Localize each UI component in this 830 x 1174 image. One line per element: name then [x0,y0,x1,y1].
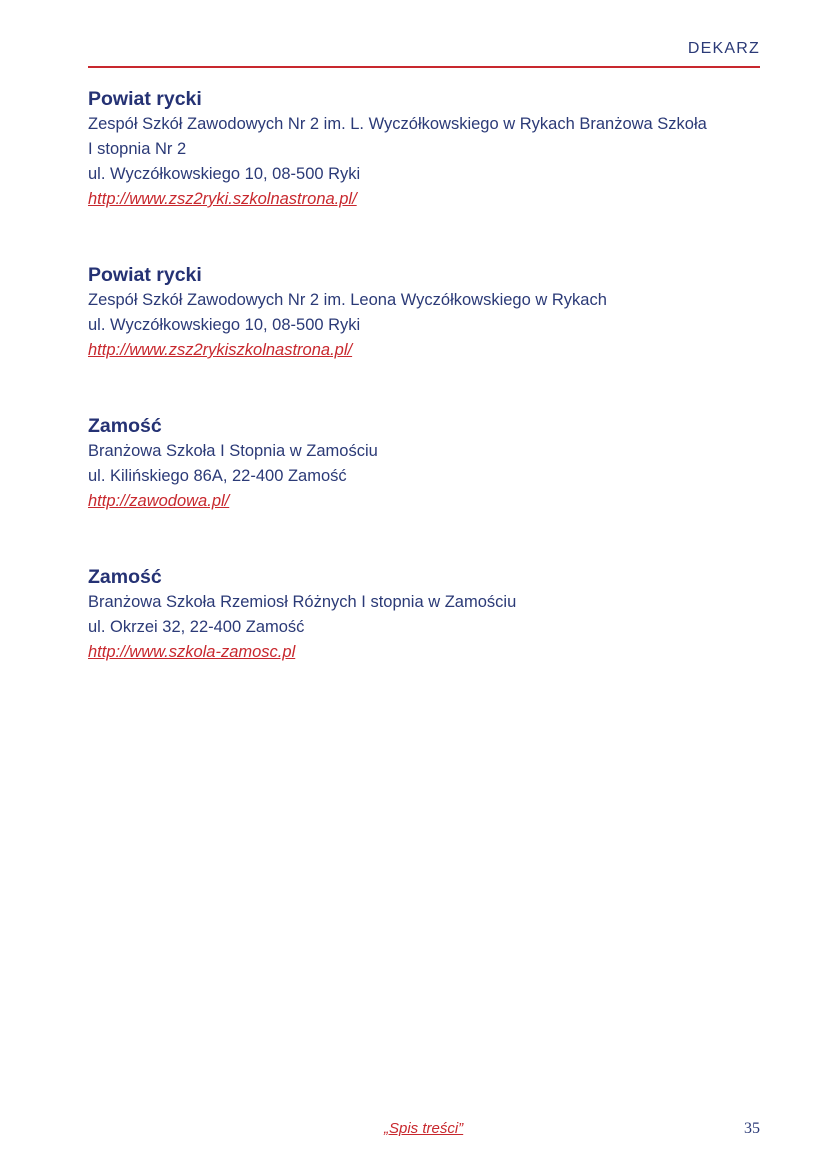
school-website-link[interactable]: http://zawodowa.pl/ [88,492,230,510]
school-address: ul. Wyczółkowskiego 10, 08-500 Ryki [88,165,361,183]
school-website-link[interactable]: http://www.zsz2ryki.szkolnastrona.pl/ [88,190,357,208]
entry-heading: Zamość [88,566,162,588]
school-name: Branżowa Szkoła Rzemiosł Różnych I stopnia w Zamościu [88,593,517,611]
school-name: Zespół Szkół Zawodowych Nr 2 im. L. Wyczółkowskiego w Rykach Branżowa Szkoła [88,115,707,133]
school-website-link[interactable]: http://www.szkola-zamosc.pl [88,643,296,661]
school-address: ul. Wyczółkowskiego 10, 08-500 Ryki [88,316,361,334]
school-website-link[interactable]: http://www.zsz2rykiszkolnastrona.pl/ [88,341,353,359]
school-entry [88,564,768,665]
page-number: 35 [744,1120,760,1137]
school-name: Branżowa Szkoła I Stopnia w Zamościu [88,442,378,460]
school-address: ul. Okrzei 32, 22-400 Zamość [88,618,305,636]
header-title: DEKARZ [687,40,760,57]
school-name: Zespół Szkół Zawodowych Nr 2 im. Leona Wyczółkowskiego w Rykach [88,291,607,309]
page-header [88,38,760,68]
table-of-contents-link[interactable]: „Spis treści” [384,1120,464,1137]
school-name-continued: I stopnia Nr 2 [88,140,187,158]
school-entry [88,86,768,212]
entry-heading: Zamość [88,415,162,437]
entry-heading: Powiat rycki [88,88,202,110]
entry-heading: Powiat rycki [88,264,202,286]
school-entry [88,262,768,363]
school-entry [88,413,768,514]
school-address: ul. Kilińskiego 86A, 22-400 Zamość [88,467,347,485]
